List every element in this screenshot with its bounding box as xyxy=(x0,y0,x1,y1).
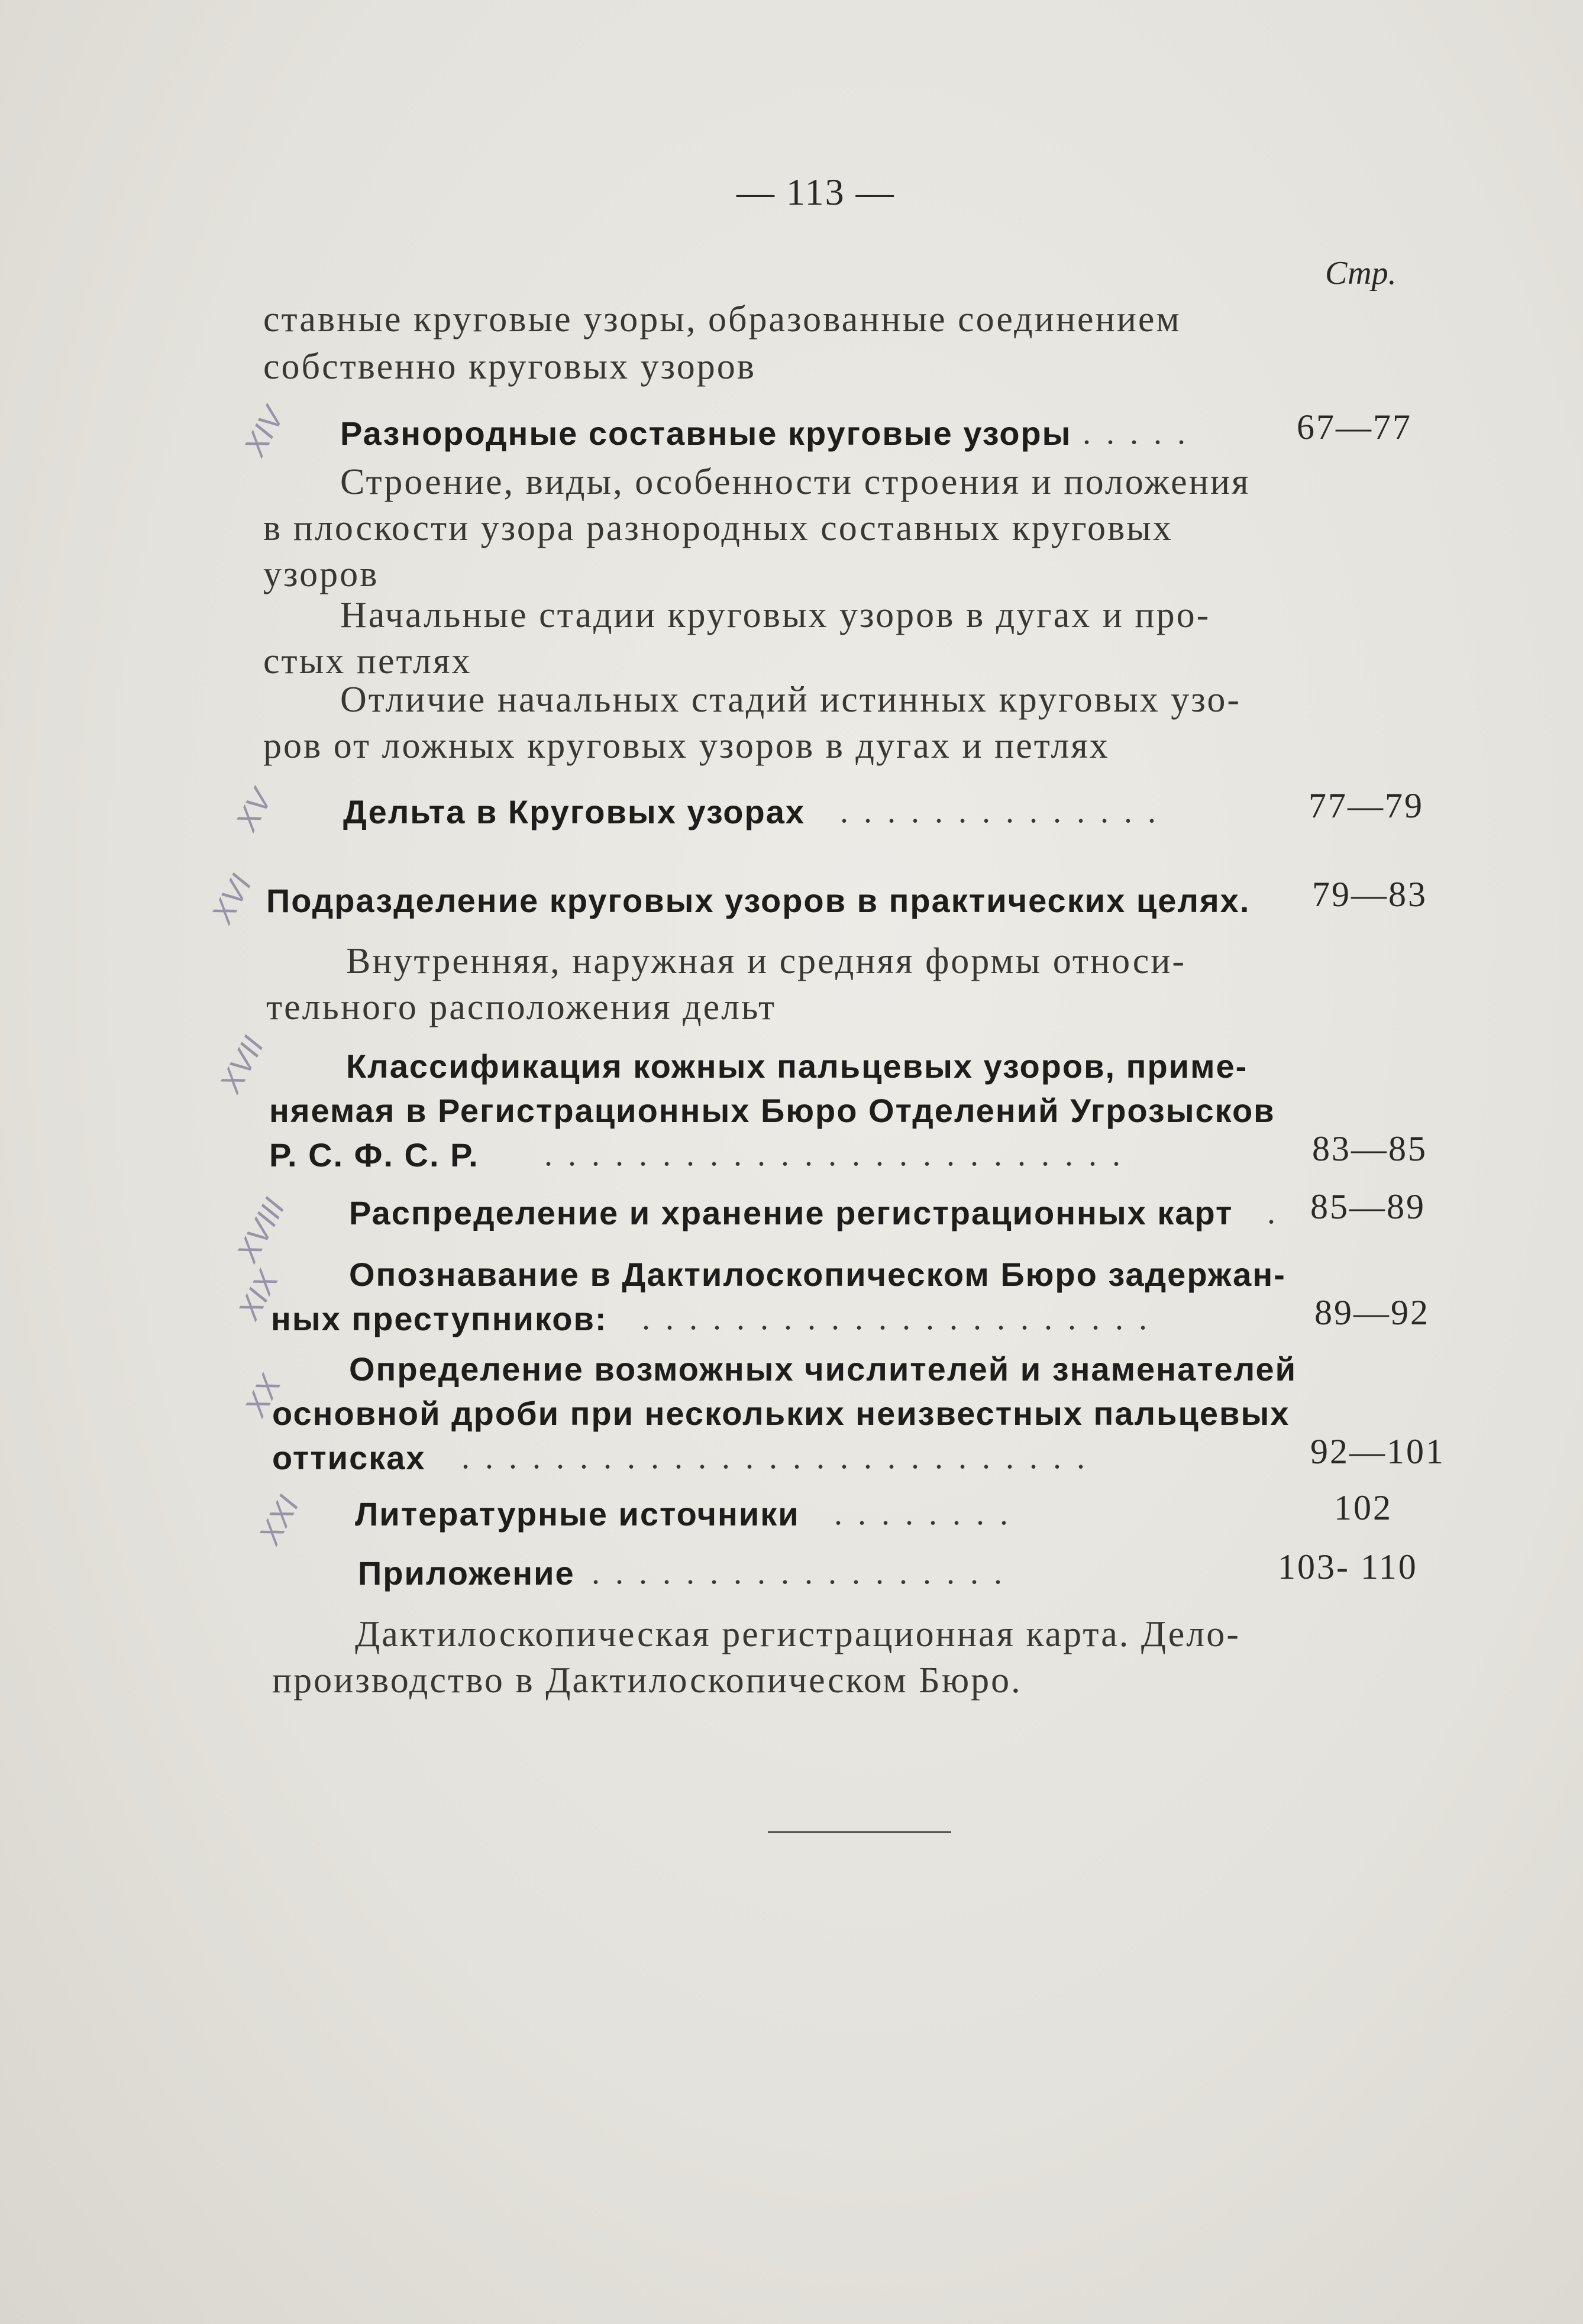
toc-text-line: узоров xyxy=(263,554,379,594)
toc-text-line: Внутренняя, наружная и средняя формы относи- xyxy=(346,941,1187,981)
toc-text-line: Дактилоскопическая регистрационная карта. Дело- xyxy=(355,1614,1240,1654)
pencil-margin-mark: XXI xyxy=(252,1490,306,1550)
toc-pages: 67—77 xyxy=(1297,408,1412,447)
end-rule xyxy=(768,1831,951,1833)
toc-text-line: ставные круговые узоры, образованные соединением xyxy=(263,299,1181,340)
toc-heading: основной дроби при нескольких неизвестных пальцевых xyxy=(272,1395,1290,1432)
toc-heading: Подразделение круговых узоров в практических целях. xyxy=(266,882,1251,919)
leader-dots: .................. xyxy=(592,1554,1017,1591)
leader-dots: ......................... xyxy=(544,1136,1136,1173)
pencil-margin-mark: XIV xyxy=(237,402,292,462)
toc-heading: Дельта в Круговых узорах xyxy=(343,793,806,830)
toc-text-line: тельного расположения дельт xyxy=(266,987,777,1027)
toc-heading: Классификация кожных пальцевых узоров, приме- xyxy=(346,1048,1248,1085)
toc-text-line: Начальные стадии круговых узоров в дугах и про- xyxy=(340,595,1211,635)
pencil-margin-mark: XVIII xyxy=(230,1192,292,1268)
toc-pages: 103- 110 xyxy=(1278,1547,1418,1586)
toc-pages: 77—79 xyxy=(1309,786,1424,825)
toc-pages: 79—83 xyxy=(1312,875,1427,914)
toc-text-line: производство в Дактилоскопическом Бюро. xyxy=(272,1660,1022,1701)
toc-pages: 92—101 xyxy=(1310,1432,1445,1471)
pencil-margin-mark: XX xyxy=(238,1369,288,1423)
leader-dots: . xyxy=(1267,1194,1291,1231)
pencil-margin-mark: XVII xyxy=(213,1031,271,1098)
pencil-margin-mark: XVI xyxy=(205,869,259,929)
toc-text-line: ров от ложных круговых узоров в дугах и петлях xyxy=(263,726,1110,766)
toc-heading: Литературные источники xyxy=(355,1495,800,1533)
leader-dots: ........ xyxy=(834,1495,1023,1532)
leader-dots: ...................... xyxy=(642,1300,1162,1337)
toc-heading: оттисках xyxy=(272,1439,426,1476)
toc-text-line: Строение, виды, особенности строения и положения xyxy=(340,462,1251,502)
toc-heading: Определение возможных числителей и знаменателей xyxy=(349,1350,1297,1388)
toc-heading: ных преступников: xyxy=(271,1300,608,1337)
toc-heading: Опознавание в Дактилоскопическом Бюро задержан- xyxy=(349,1256,1286,1293)
toc-heading: Приложение xyxy=(358,1554,575,1592)
leader-dots: .............. xyxy=(840,793,1171,830)
toc-pages: 89—92 xyxy=(1314,1293,1430,1332)
toc-text-line: в плоскости узора разнородных составных круговых xyxy=(263,508,1173,548)
toc-text-line: собственно круговых узоров xyxy=(263,347,756,387)
pencil-margin-mark: XIX xyxy=(231,1265,286,1326)
pencil-margin-mark: XV xyxy=(229,784,279,837)
toc-heading: няемая в Регистрационных Бюро Отделений Угрозысков xyxy=(269,1092,1275,1129)
leader-dots: ........................... xyxy=(461,1439,1100,1476)
leader-dots: ..... xyxy=(1083,415,1201,451)
page-column-label: Стр. xyxy=(1325,255,1397,292)
toc-pages: 83—85 xyxy=(1312,1129,1427,1168)
page-number: — 113 — xyxy=(736,171,895,213)
toc-text-line: стых петлях xyxy=(263,641,472,681)
toc-pages: 102 xyxy=(1334,1488,1393,1527)
toc-heading: Р. С. Ф. С. Р. xyxy=(269,1136,479,1174)
toc-pages: 85—89 xyxy=(1310,1187,1426,1226)
toc-heading: Разнородные составные круговые узоры xyxy=(340,415,1072,452)
toc-heading: Распределение и хранение регистрационных карт xyxy=(349,1194,1233,1232)
toc-text-line: Отличие начальных стадий истинных круговых узо- xyxy=(340,680,1242,720)
